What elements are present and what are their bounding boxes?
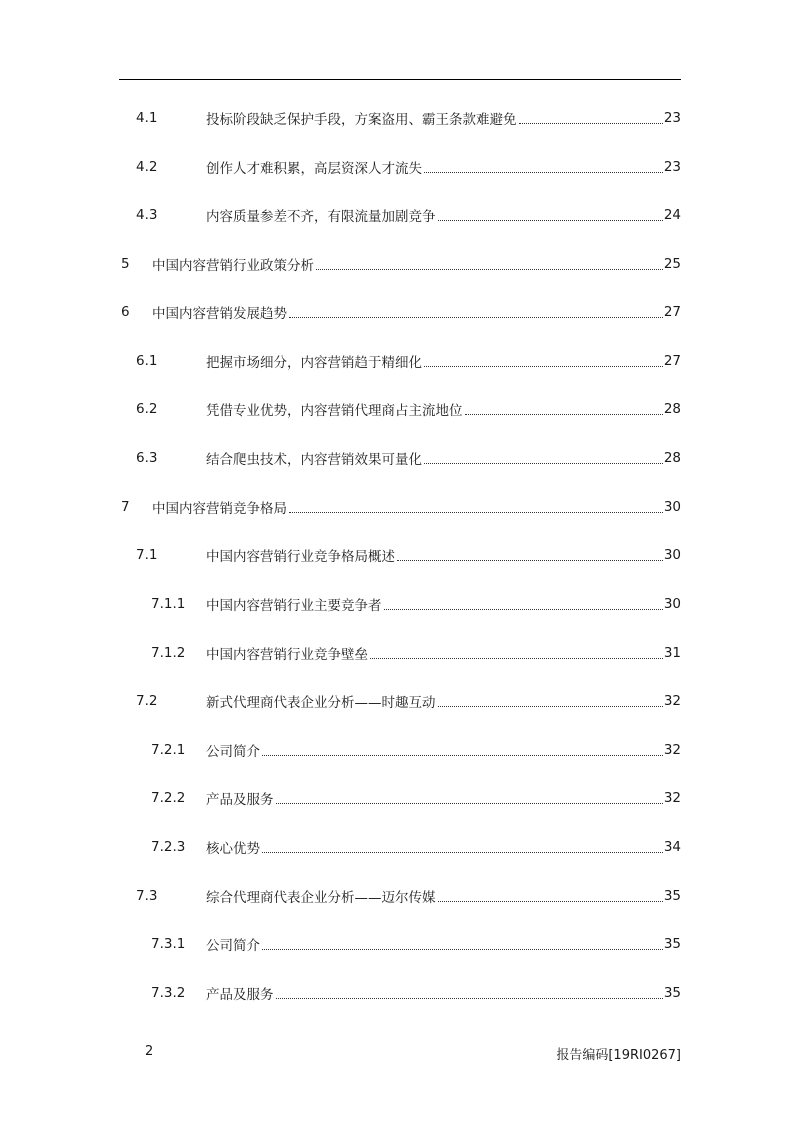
toc-entry-title: 公司简介 xyxy=(206,938,260,954)
toc-leader-dots xyxy=(519,123,663,124)
toc-entry-title: 中国内容营销行业竞争壁垒 xyxy=(206,647,368,663)
toc-entry-title: 中国内容营销行业主要竞争者 xyxy=(206,598,382,614)
toc-entry-page: 24 xyxy=(663,207,681,223)
toc-entry-number: 6.1 xyxy=(136,353,158,369)
toc-leader-dots xyxy=(438,901,663,902)
toc-entry-number: 7.3 xyxy=(136,888,158,904)
toc-leader-dots xyxy=(289,317,663,318)
toc-entry-page: 32 xyxy=(663,693,681,709)
footer-page-number: 2 xyxy=(145,1044,154,1059)
toc-leader-dots xyxy=(262,755,663,756)
toc-entry-title: 中国内容营销行业政策分析 xyxy=(152,258,314,274)
toc-entry-title: 结合爬虫技术，内容营销效果可量化 xyxy=(206,452,422,468)
toc-entry-number: 7.2 xyxy=(136,693,158,709)
toc-entry-number: 6.3 xyxy=(136,450,158,466)
toc-entry-title: 产品及服务 xyxy=(206,987,274,1003)
toc-leader-dots xyxy=(370,658,663,659)
toc-leader-dots xyxy=(262,949,663,950)
toc-entry-page: 32 xyxy=(663,790,681,806)
toc-leader-dots xyxy=(424,172,663,173)
toc-entry-title: 中国内容营销竞争格局 xyxy=(152,501,287,517)
toc-entry[interactable] xyxy=(136,156,681,178)
toc-entry-page: 31 xyxy=(663,645,681,661)
toc-entry[interactable] xyxy=(136,107,681,129)
toc-entry-number: 7.2.1 xyxy=(151,742,186,758)
toc-entry-page: 34 xyxy=(663,839,681,855)
toc-entry-title: 投标阶段缺乏保护手段，方案盗用、霸王条款难避免 xyxy=(206,112,517,128)
toc-leader-dots xyxy=(262,852,663,853)
toc-entry-number: 7.2.3 xyxy=(151,839,186,855)
toc-leader-dots xyxy=(397,560,663,561)
toc-leader-dots xyxy=(438,706,663,707)
toc-entry-page: 27 xyxy=(663,304,681,320)
toc-entry[interactable] xyxy=(151,593,681,615)
toc-entry-page: 30 xyxy=(663,596,681,612)
toc-entry-title: 中国内容营销发展趋势 xyxy=(152,306,287,322)
toc-entry-page: 35 xyxy=(663,888,681,904)
toc-entry-title: 核心优势 xyxy=(206,841,260,857)
toc-entry-title: 综合代理商代表企业分析——迈尔传媒 xyxy=(206,890,436,906)
toc-entry-title: 产品及服务 xyxy=(206,792,274,808)
toc-leader-dots xyxy=(465,414,663,415)
toc-entry-number: 7.1.2 xyxy=(151,645,186,661)
toc-entry-number: 7.2.2 xyxy=(151,790,186,806)
toc-entry-title: 创作人才难积累，高层资深人才流失 xyxy=(206,161,422,177)
toc-entry-page: 28 xyxy=(663,401,681,417)
toc-leader-dots xyxy=(289,512,663,513)
toc-entry-number: 7.3.1 xyxy=(151,936,186,952)
toc-entry[interactable] xyxy=(151,787,681,809)
toc-entry-page: 27 xyxy=(663,353,681,369)
toc-entry-number: 4.1 xyxy=(136,110,158,126)
toc-entry-title: 中国内容营销行业竞争格局概述 xyxy=(206,549,395,565)
toc-entry-number: 6.2 xyxy=(136,401,158,417)
toc-entry-page: 32 xyxy=(663,742,681,758)
toc-entry-page: 23 xyxy=(663,110,681,126)
toc-entry-number: 7 xyxy=(121,499,130,515)
toc-entry[interactable] xyxy=(136,398,681,420)
toc-leader-dots xyxy=(438,220,663,221)
toc-entry[interactable] xyxy=(121,496,681,518)
toc-entry-number: 7.3.2 xyxy=(151,985,186,1001)
toc-entry-number: 5 xyxy=(121,256,130,272)
toc-entry[interactable] xyxy=(151,982,681,1004)
toc-entry-title: 公司简介 xyxy=(206,744,260,760)
toc-entry-page: 35 xyxy=(663,936,681,952)
toc-entry-title: 凭借专业优势，内容营销代理商占主流地位 xyxy=(206,403,463,419)
toc-entry[interactable] xyxy=(121,301,681,323)
toc-entry[interactable] xyxy=(151,642,681,664)
toc-entry-page: 30 xyxy=(663,499,681,515)
toc-entry-number: 4.3 xyxy=(136,207,158,223)
toc-leader-dots xyxy=(276,803,663,804)
toc-entry[interactable] xyxy=(136,885,681,907)
toc-entry[interactable] xyxy=(151,836,681,858)
toc-entry[interactable] xyxy=(136,204,681,226)
toc-entry[interactable] xyxy=(151,739,681,761)
toc-leader-dots xyxy=(424,463,663,464)
toc-entry-page: 28 xyxy=(663,450,681,466)
toc-entry-page: 35 xyxy=(663,985,681,1001)
toc-entry[interactable] xyxy=(136,544,681,566)
toc-entry[interactable] xyxy=(136,350,681,372)
toc-entry[interactable] xyxy=(151,933,681,955)
toc-entry-page: 25 xyxy=(663,256,681,272)
toc-entry-title: 内容质量参差不齐，有限流量加剧竞争 xyxy=(206,209,436,225)
toc-entry-title: 把握市场细分，内容营销趋于精细化 xyxy=(206,355,422,371)
toc-leader-dots xyxy=(276,998,663,999)
toc-leader-dots xyxy=(316,269,663,270)
toc-entry-number: 6 xyxy=(121,304,130,320)
toc-entry-number: 4.2 xyxy=(136,159,158,175)
toc-entry[interactable] xyxy=(136,690,681,712)
toc-entry[interactable] xyxy=(121,253,681,275)
toc-entry-page: 23 xyxy=(663,159,681,175)
toc-leader-dots xyxy=(384,609,663,610)
header-rule xyxy=(119,79,681,80)
toc-entry-title: 新式代理商代表企业分析——时趣互动 xyxy=(206,695,436,711)
toc-entry-number: 7.1.1 xyxy=(151,596,186,612)
toc-entry-number: 7.1 xyxy=(136,547,158,563)
toc-leader-dots xyxy=(424,366,663,367)
toc-entry-page: 30 xyxy=(663,547,681,563)
footer-report-code: 报告编码[19RI0267] xyxy=(556,1048,681,1063)
toc-entry[interactable] xyxy=(136,447,681,469)
